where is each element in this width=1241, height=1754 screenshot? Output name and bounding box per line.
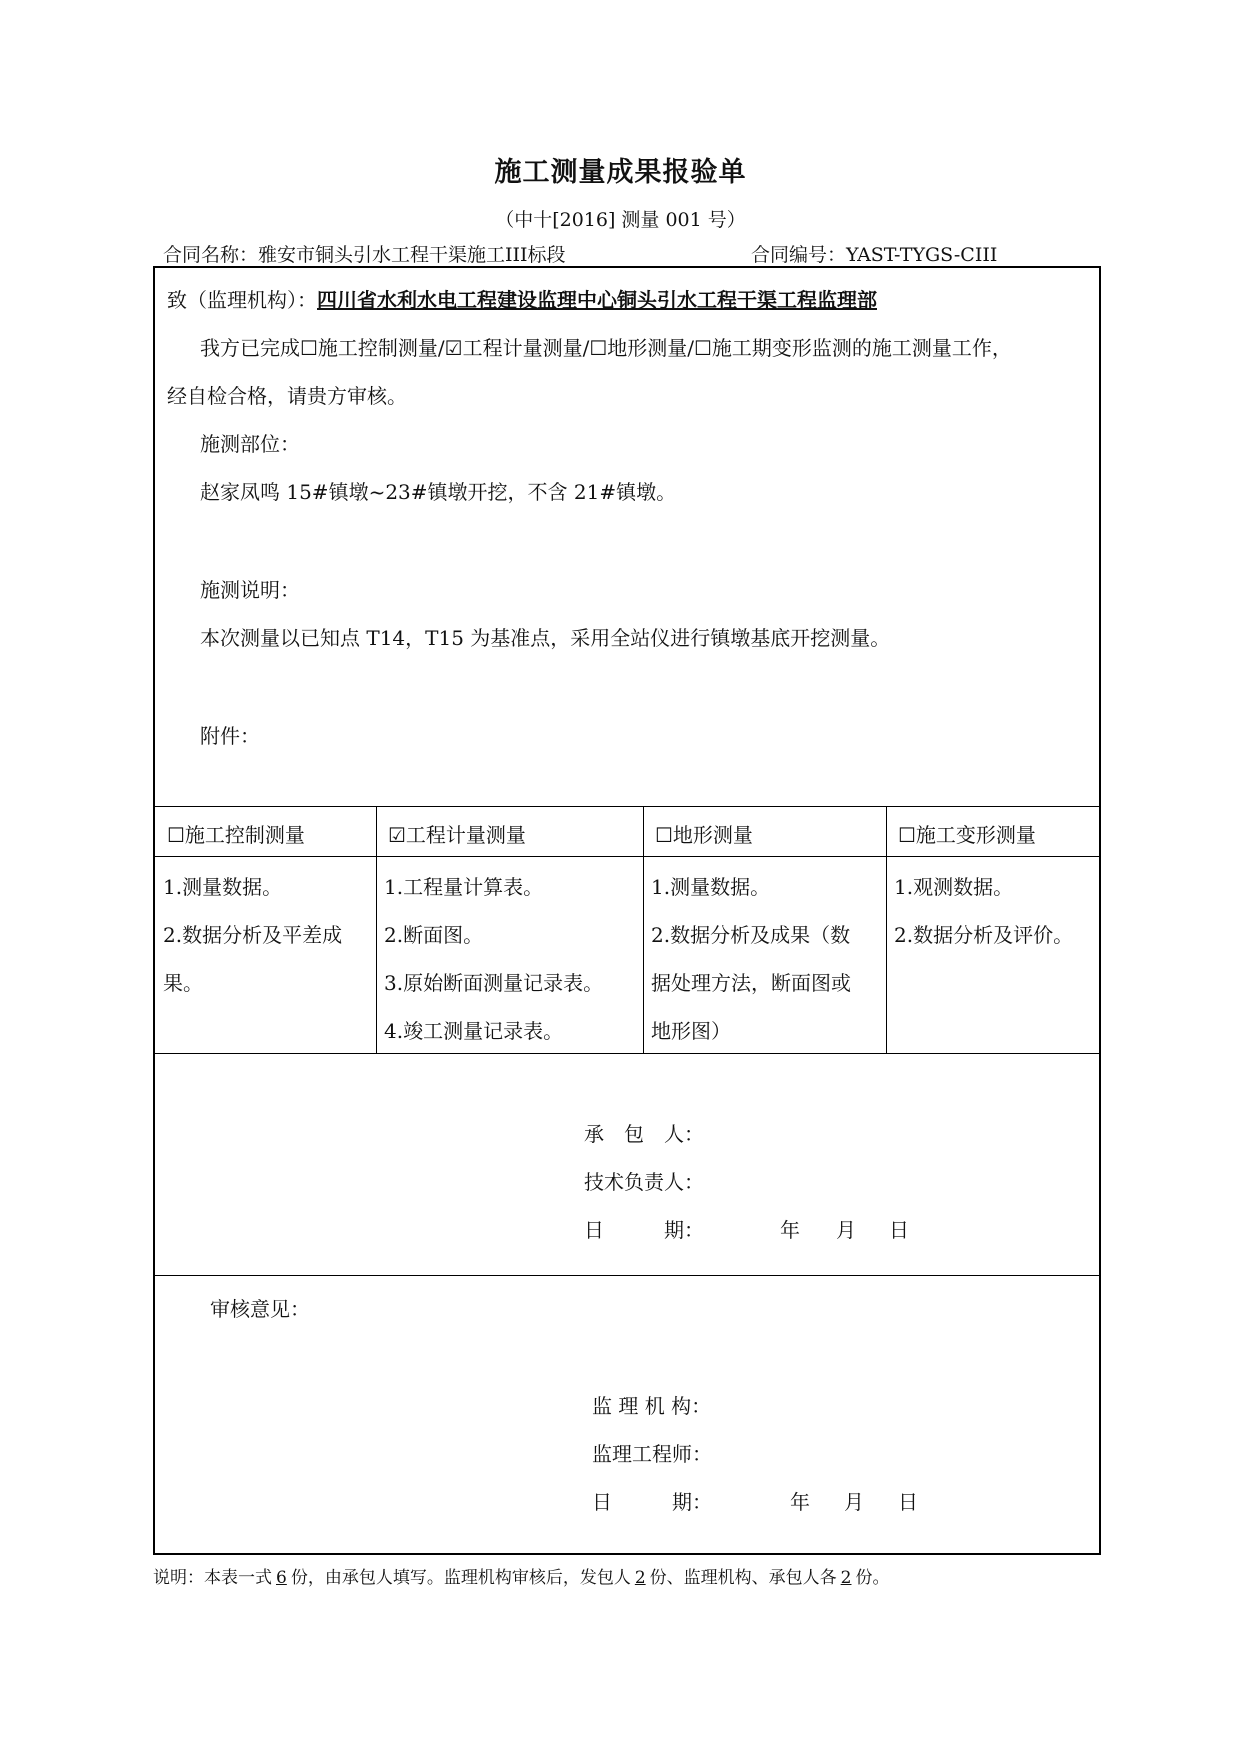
tech-lead-label: 技术负责人： [584, 1170, 704, 1194]
addressee [167, 284, 877, 313]
footer-note [153, 1563, 889, 1588]
addressee-label: 致（监理机构）： [167, 288, 317, 312]
review-date-label: 日 期： [592, 1490, 712, 1514]
location-text: 赵家凤鸣 15#镇墩~23#镇墩开挖，不含 21#镇墩。 [200, 480, 677, 504]
review-opinion-label: 审核意见： [210, 1297, 310, 1321]
category-header-control: ☐施工控制测量 [167, 823, 305, 847]
list-item: 2.数据分析及评价。 [894, 923, 1074, 947]
category-header-deformation: ☐施工变形测量 [898, 823, 1036, 847]
supervision-org: 四川省水利水电工程建设监理中心铜头引水工程干渠工程监理部 [317, 288, 877, 312]
review-date-month: 月 [844, 1490, 864, 1514]
copies-total: 6 [276, 1568, 287, 1588]
list-item: 2.断面图。 [384, 923, 484, 947]
category-header-quantity: ☑工程计量测量 [388, 823, 526, 847]
contractor-date-day: 日 [889, 1218, 909, 1242]
contractor-date-month: 月 [836, 1218, 856, 1242]
list-item: 2.数据分析及平差成 [163, 923, 343, 947]
footer-text: 份。 [855, 1568, 890, 1588]
statement-line-1: 我方已完成☐施工控制测量/☑工程计量测量/☐地形测量/☐施工期变形监测的施工测量工作， [200, 336, 1012, 360]
copies-owner: 2 [634, 1568, 646, 1588]
contract-name: 合同名称：雅安市铜头引水工程干渠施工III标段 [163, 244, 566, 266]
list-item: 1.工程量计算表。 [384, 875, 544, 899]
footer-text: 份、监理机构、承包人各 [649, 1568, 837, 1588]
table-top-divider [155, 806, 1099, 807]
contractor-label: 承 包 人： [584, 1122, 704, 1146]
form-title: 施工测量成果报验单 [494, 157, 747, 188]
table-bottom-divider [155, 1053, 1099, 1054]
review-date-year: 年 [790, 1490, 810, 1514]
footer-text: 说明：本表一式 [153, 1568, 272, 1588]
list-item: 1.测量数据。 [163, 875, 283, 899]
review-date-day: 日 [898, 1490, 918, 1514]
review-divider [155, 1275, 1099, 1276]
contractor-date-label: 日 期： [584, 1218, 704, 1242]
column-divider [886, 806, 887, 1053]
list-item: 4.竣工测量记录表。 [384, 1019, 564, 1043]
supervising-engineer-label: 监理工程师： [592, 1442, 712, 1466]
description-label: 施测说明： [200, 578, 300, 602]
list-item: 1.测量数据。 [651, 875, 771, 899]
form-frame [153, 266, 1101, 1555]
category-header-topographic: ☐地形测量 [655, 823, 753, 847]
list-item: 果。 [163, 971, 203, 995]
supervision-org-label: 监 理 机 构： [592, 1394, 712, 1418]
contract-number: 合同编号：YAST-TYGS-CIII [751, 244, 998, 266]
location-label: 施测部位： [200, 432, 300, 456]
column-divider [376, 806, 377, 1053]
contractor-date-year: 年 [780, 1218, 800, 1242]
list-item: 3.原始断面测量记录表。 [384, 971, 604, 995]
footer-text: 份，由承包人填写。监理机构审核后，发包人 [290, 1568, 631, 1588]
column-divider [643, 806, 644, 1053]
attachments-label: 附件： [200, 724, 260, 748]
copies-each: 2 [840, 1568, 852, 1588]
list-item: 2.数据分析及成果（数 [651, 923, 851, 947]
list-item: 1.观测数据。 [894, 875, 1014, 899]
description-text: 本次测量以已知点 T14，T15 为基准点，采用全站仪进行镇墩基底开挖测量。 [200, 626, 891, 650]
list-item: 据处理方法，断面图或 [651, 971, 851, 995]
table-header-divider [155, 856, 1099, 857]
list-item: 地形图） [651, 1019, 731, 1043]
document-number: （中十[2016] 测量 001 号） [495, 209, 746, 231]
statement-line-2: 经自检合格，请贵方审核。 [167, 384, 407, 408]
